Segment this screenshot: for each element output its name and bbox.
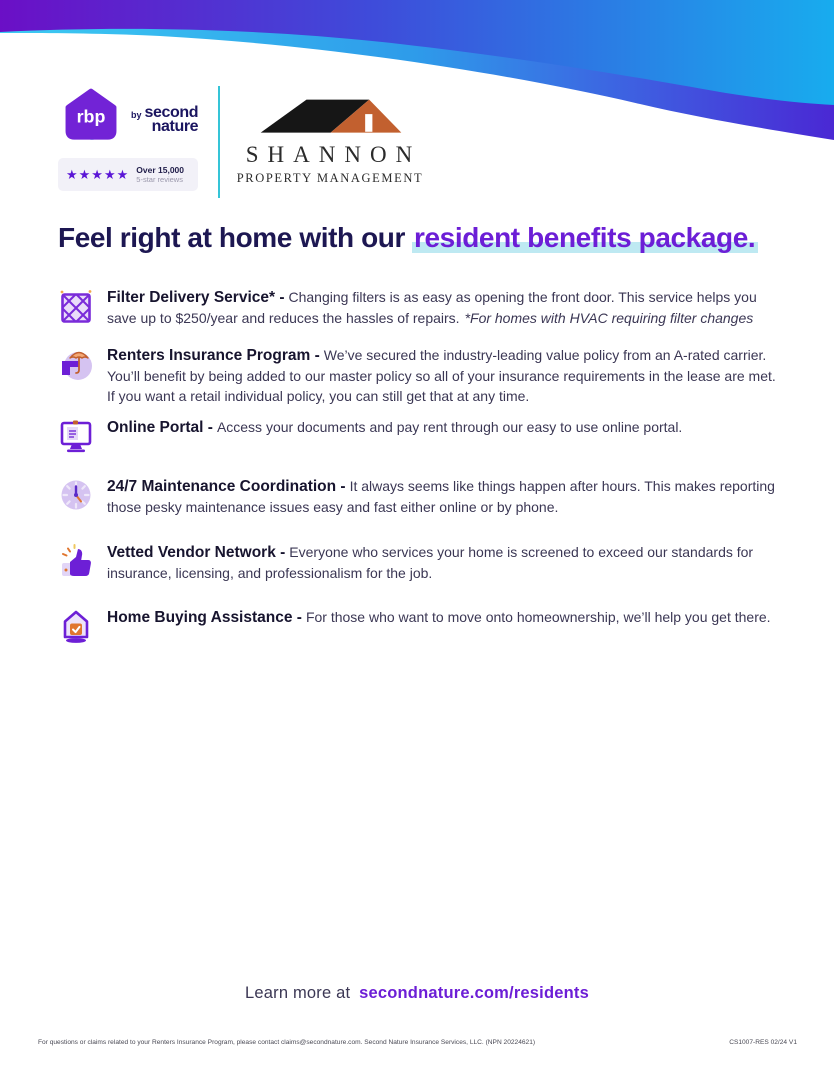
benefit-title: Online Portal - [107,419,213,436]
headline-prefix: Feel right at home with our [58,222,405,253]
learn-more-line [0,984,834,1003]
benefit-item-vendor-network [58,542,780,583]
benefit-title: Home Buying Assistance - [107,609,302,626]
learn-more-link[interactable]: secondnature.com/residents [359,984,589,1002]
headline-highlight: resident benefits package. [412,222,758,255]
rbp-brand-block [58,84,206,191]
benefit-text [107,287,780,328]
benefit-item-maintenance [58,476,780,517]
benefit-item-renters-insurance [58,345,780,406]
five-stars-icon: ★★★★★ [66,167,130,182]
benefit-item-online-portal [58,417,780,454]
rbp-logo-icon [58,84,124,150]
reviews-label: 5-star reviews [136,175,183,184]
partner-tagline: PROPERTY MANAGEMENT [236,171,424,185]
document-code: CS1007-RES 02/24 V1 [729,1039,797,1046]
benefit-note: *For homes with HVAC requiring filter changes [464,310,754,326]
benefit-title: Renters Insurance Program - [107,347,320,364]
filter-icon [58,288,94,324]
legal-footer [38,1039,797,1046]
partner-logo-block [236,84,422,186]
reviews-count: Over 15,000 [136,165,185,175]
logo-row [58,84,422,198]
benefit-description: It always seems like things happen after hours. This makes reporting those pesky maintenance issues easy and fast either online or by phone. [107,478,775,515]
benefit-text [107,607,771,628]
benefit-text [107,476,780,517]
svg-text:rbp: rbp [76,106,106,127]
benefit-text [107,345,780,406]
house-check-icon [58,608,94,644]
benefit-description: Access your documents and pay rent through our easy to use online portal. [216,419,683,435]
roof-logo-icon [239,90,419,135]
benefit-text [107,417,682,438]
learn-more-prefix: Learn more at [245,984,351,1002]
reviews-badge [58,158,198,191]
umbrella-insurance-icon [58,346,94,382]
benefit-description: We’ve secured the industry-leading value policy from an A-rated carrier. You’ll benefit by being added to our master policy so all of your insurance requirements in the lease are met. If you want a retail individual policy, you can still get that at any time. [107,347,776,404]
benefit-item-home-buying [58,607,780,644]
legal-text: For questions or claims related to your Renters Insurance Program, please contact claims@secondnature.com. Second Nature Insurance Services, LLC. (NPN 20224621) [38,1039,536,1046]
thumbs-up-icon [58,543,94,579]
benefit-title: Filter Delivery Service* - [107,289,285,306]
clock-icon [58,477,94,513]
benefit-text [107,542,780,583]
second-nature-wordmark [131,106,198,134]
benefit-description: Changing filters is as easy as opening the front door. This service helps you save up to $250/year and reduces the hassles of repairs. [107,289,757,326]
page-title [58,222,818,254]
benefits-list [58,287,780,644]
second-nature-line2: nature [151,118,199,135]
benefit-description: Everyone who services your home is screened to exceed our standards for insurance, licensing, and professionalism for the job. [107,544,754,581]
by-label: by [131,110,142,120]
logo-divider [218,86,220,198]
benefit-description: For those who want to move onto homeownership, we’ll help you get there. [305,609,771,625]
benefit-item-filter-delivery [58,287,780,328]
benefit-title: Vetted Vendor Network - [107,544,286,561]
online-portal-monitor-icon [58,418,94,454]
second-nature-line1: second [144,104,199,121]
partner-name: SHANNON [245,142,422,167]
benefit-title: 24/7 Maintenance Coordination - [107,478,346,495]
